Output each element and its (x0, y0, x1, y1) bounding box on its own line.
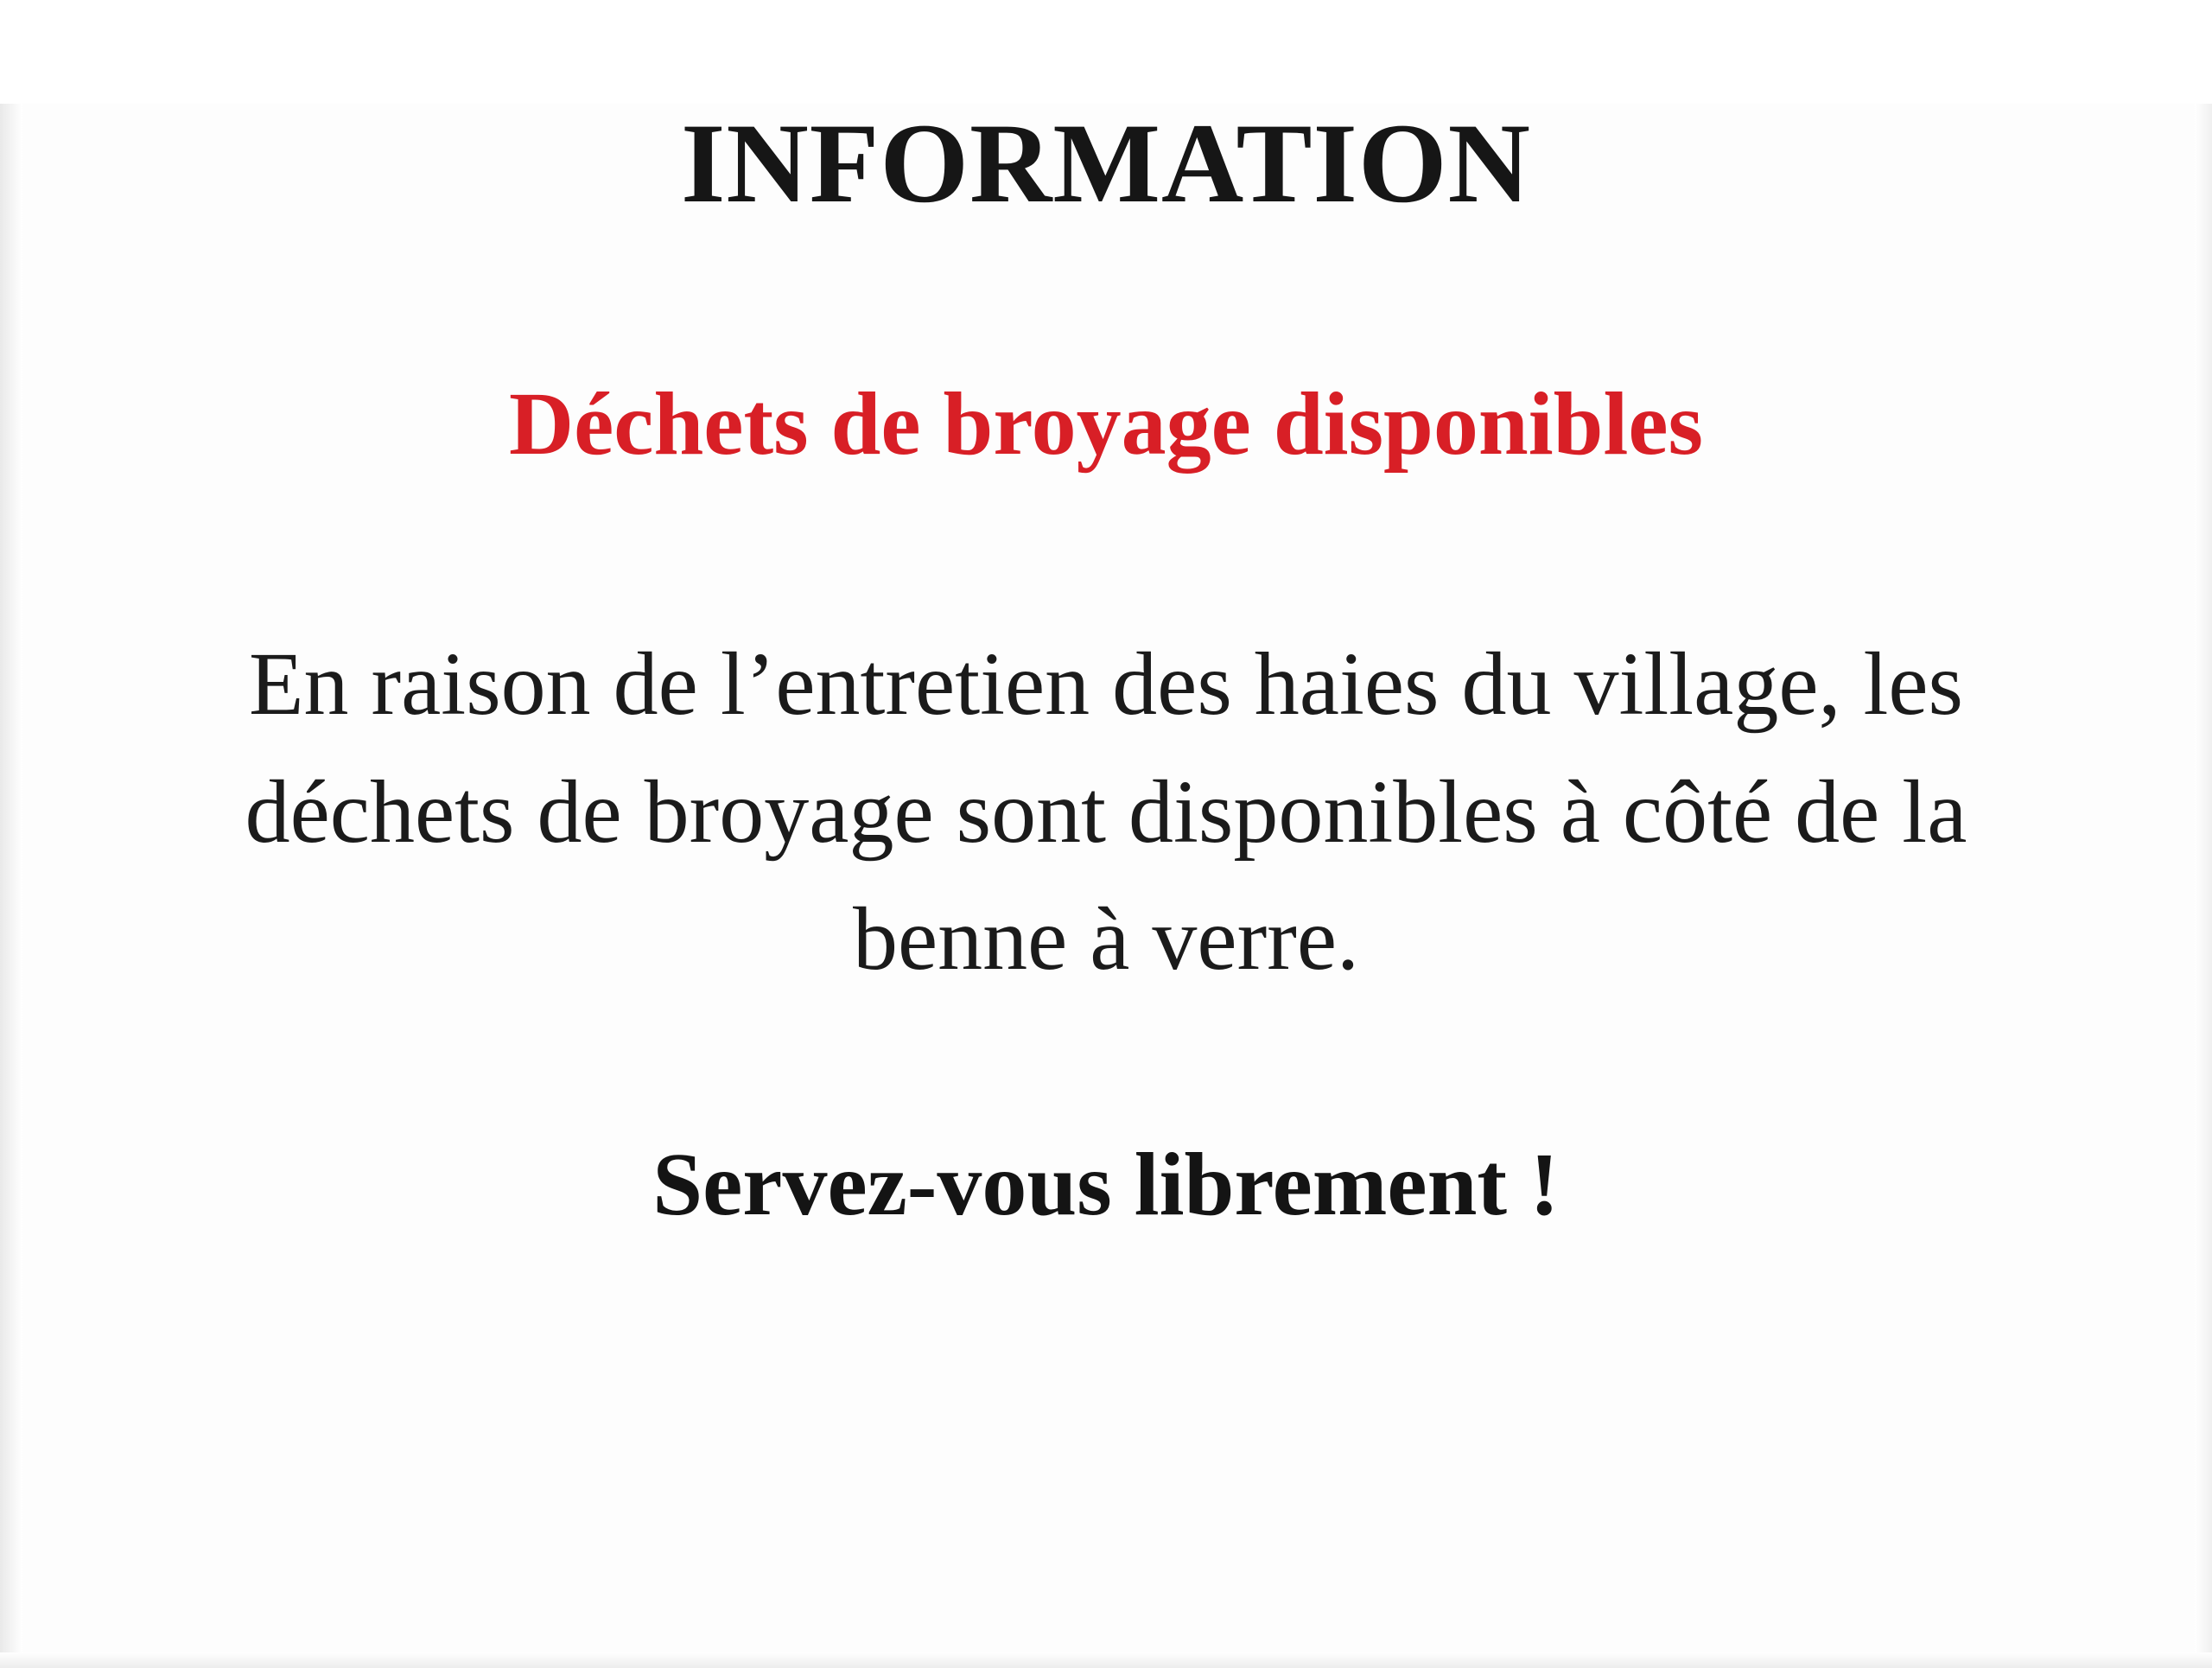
notice-subtitle: Déchets de broyage disponibles (509, 373, 1703, 474)
scan-edge-bottom (0, 1652, 2212, 1668)
page-title: INFORMATION (681, 99, 1531, 226)
notice-body-text: En raison de l’entretien des haies du village, les déchets de broyage sont disponibles à côté de la benne à verre. (245, 633, 1967, 990)
scanned-notice-page (0, 99, 2212, 1668)
notice-content (0, 99, 2212, 1236)
notice-closing-text: Servez-vous librement ! (652, 1135, 1560, 1234)
